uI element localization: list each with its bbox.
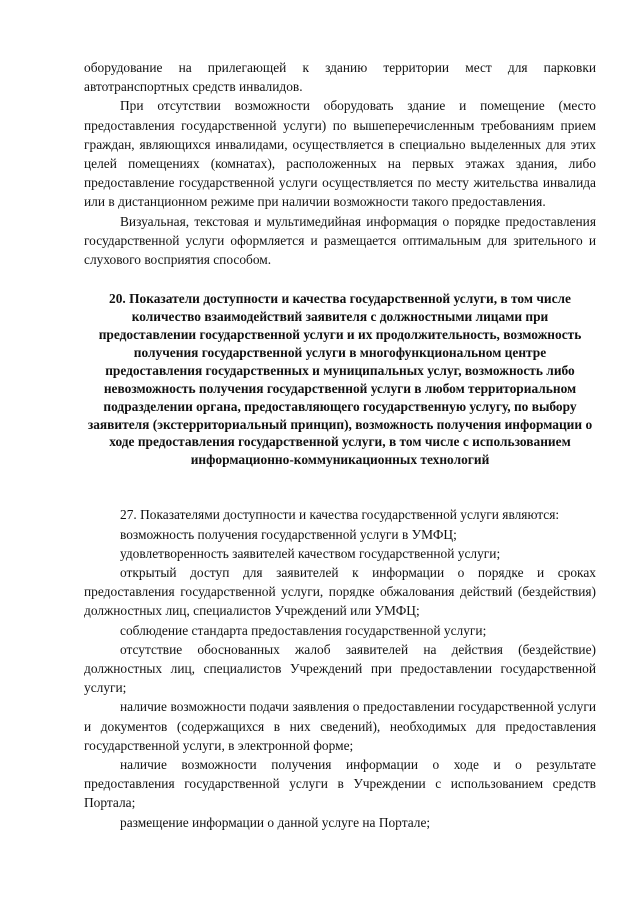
- list-paragraph: удовлетворенность заявителей качеством государственной услуги;: [120, 545, 501, 561]
- intro-paragraph: Визуальная, текстовая и мультимедийная информация о порядке предоставления государственной услуги оформляется и размещается оптимальным для зрительного и слухового восприятия способом.: [84, 213, 596, 268]
- list-paragraph: возможность получения государственной услуги в УМФЦ;: [120, 526, 457, 542]
- list-paragraph: 27. Показателями доступности и качества государственной услуги являются:: [120, 507, 560, 523]
- list-paragraph: наличие возможности подачи заявления о предоставлении государственной услуги и документов (содержащихся в них сведений), необходимых для предоставления государственной услуги, в электронной форме;: [84, 699, 596, 753]
- list-paragraph: отсутствие обоснованных жалоб заявителей на действия (бездействие) должностных лиц, специалистов Учреждений при предоставлении государственной услуги;: [84, 641, 596, 696]
- intro-paragraph: При отсутствии возможности оборудовать здание и помещение (место предоставления государственной услуги) по вышеперечисленным требованиям прием граждан, являющихся инвалидами, осуществляется в специально выделенных для этих целей помещениях (комнатах), расположенных на первых этажах здания, либо предоставление государственной услуги осуществляется по месту жительства инвалида или в дистанционном режиме при наличии возможности такого предоставления.: [84, 98, 596, 210]
- intro-paragraph-continuation: оборудование на прилегающей к зданию территории мест для парковки автотранспортных средств инвалидов.: [84, 60, 596, 95]
- section-heading: 20. Показатели доступности и качества государственной услуги, в том числе количество взаимодействий заявителя с должностными лицами при предоставлении государственной услуги и их продолжительность, возможность получения государственной услуги в многофункциональном центре предоставления государственных и муниципальных услуг, возможность либо невозможность получения государственной услуги в любом территориальном подразделении органа, предоставляющего государственную услугу, по выбору заявителя (экстерриториальный принцип), возможность получения информации о ходе предоставления государственной услуги, в том числе с использованием информационно-коммуникационных технологий: [87, 291, 593, 468]
- list-paragraph: наличие возможности получения информации о ходе и о результате предоставления государственной услуги в Учреждении с использованием средств Портала;: [84, 756, 596, 811]
- document-page: [84, 58, 596, 832]
- list-paragraph: соблюдение стандарта предоставления государственной услуги;: [120, 622, 487, 638]
- list-paragraph: размещение информации о данной услуге на Портале;: [120, 814, 431, 830]
- list-paragraph: открытый доступ для заявителей к информации о порядке и сроках предоставления государственной услуги, порядке обжалования действий (бездействия) должностных лиц, специалистов Учреждений или УМФЦ;: [84, 564, 596, 619]
